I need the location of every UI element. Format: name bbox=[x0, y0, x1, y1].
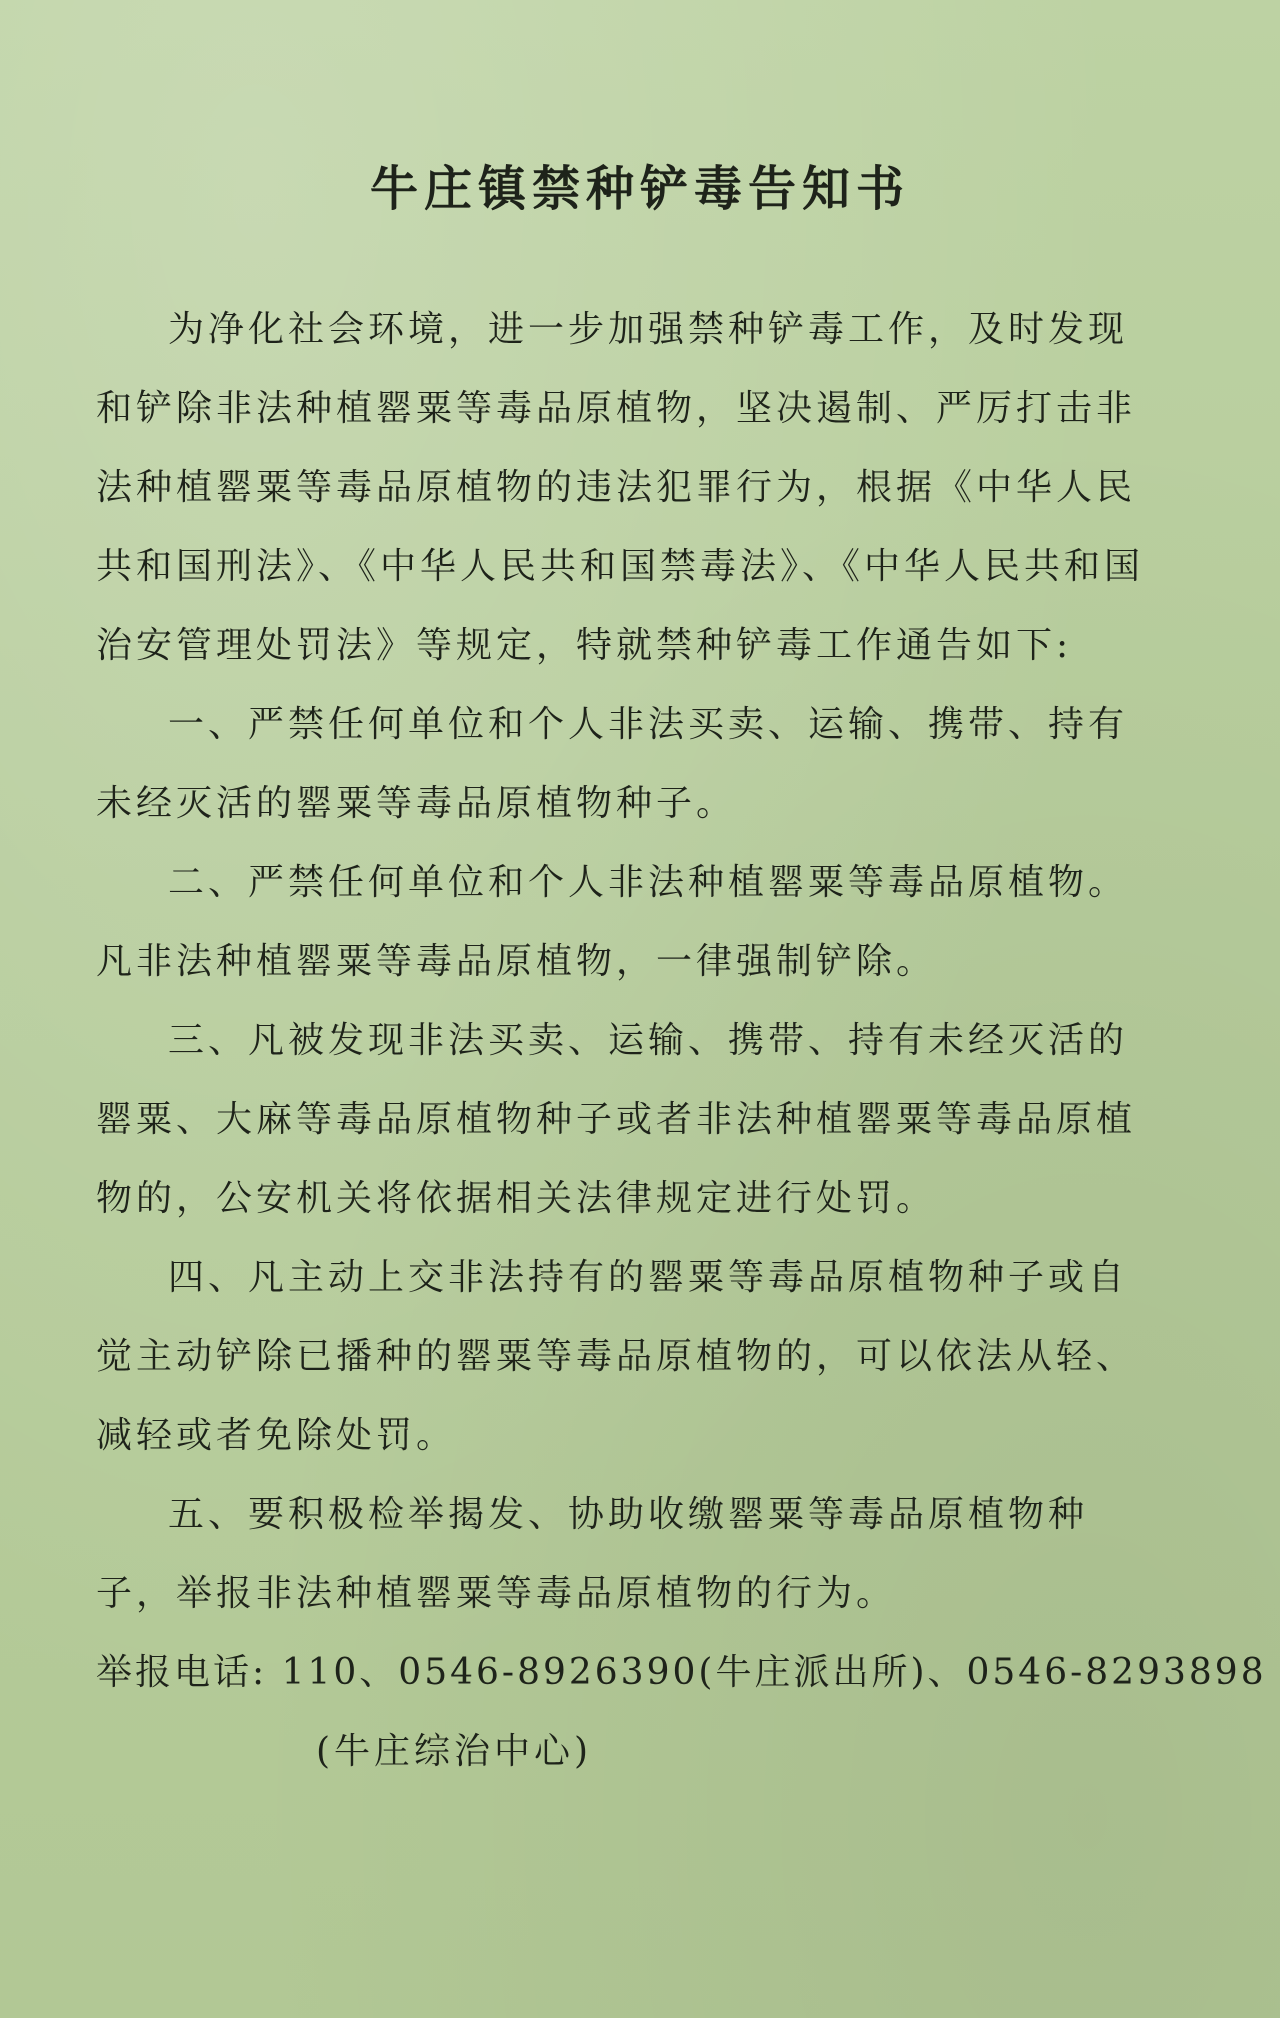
intro-paragraph: 为净化社会环境，进一步加强禁种铲毒工作，及时发现和铲除非法种植罂粟等毒品原植物，坚决遏制、严厉打击非法种植罂粟等毒品原植物的违法犯罪行为，根据《中华人民共和国刑法》、《中华人民共和国禁毒法》、《中华人民共和国治安管理处罚法》等规定，特就禁种铲毒工作通告如下: bbox=[96, 309, 1145, 666]
item-paragraph-1: 一、严禁任何单位和个人非法买卖、运输、携带、持有未经灭活的罂粟等毒品原植物种子。 bbox=[96, 704, 1129, 824]
notice-body bbox=[96, 290, 1267, 1791]
item-paragraph-3: 三、凡被发现非法买卖、运输、携带、持有未经灭活的罂粟、大麻等毒品原植物种子或者非法种植罂粟等毒品原植物的，公安机关将依据相关法律规定进行处罚。 bbox=[96, 1020, 1137, 1219]
hotline-line: 举报电话: 110、0546-8926390(牛庄派出所)、0546-8293898 bbox=[96, 1652, 1267, 1693]
notice-title: 牛庄镇禁种铲毒告知书 bbox=[369, 161, 910, 217]
item-paragraph-5: 五、要积极检举揭发、协助收缴罂粟等毒品原植物种子，举报非法种植罂粟等毒品原植物的行为。 bbox=[96, 1494, 1089, 1614]
item-paragraph-4: 四、凡主动上交非法持有的罂粟等毒品原植物种子或自觉主动铲除已播种的罂粟等毒品原植物的，可以依法从轻、减轻或者免除处罚。 bbox=[96, 1257, 1137, 1456]
item-paragraph-2: 二、严禁任何单位和个人非法种植罂粟等毒品原植物。凡非法种植罂粟等毒品原植物，一律强制铲除。 bbox=[96, 862, 1129, 982]
hotline-note: (牛庄综治中心) bbox=[316, 1731, 593, 1772]
